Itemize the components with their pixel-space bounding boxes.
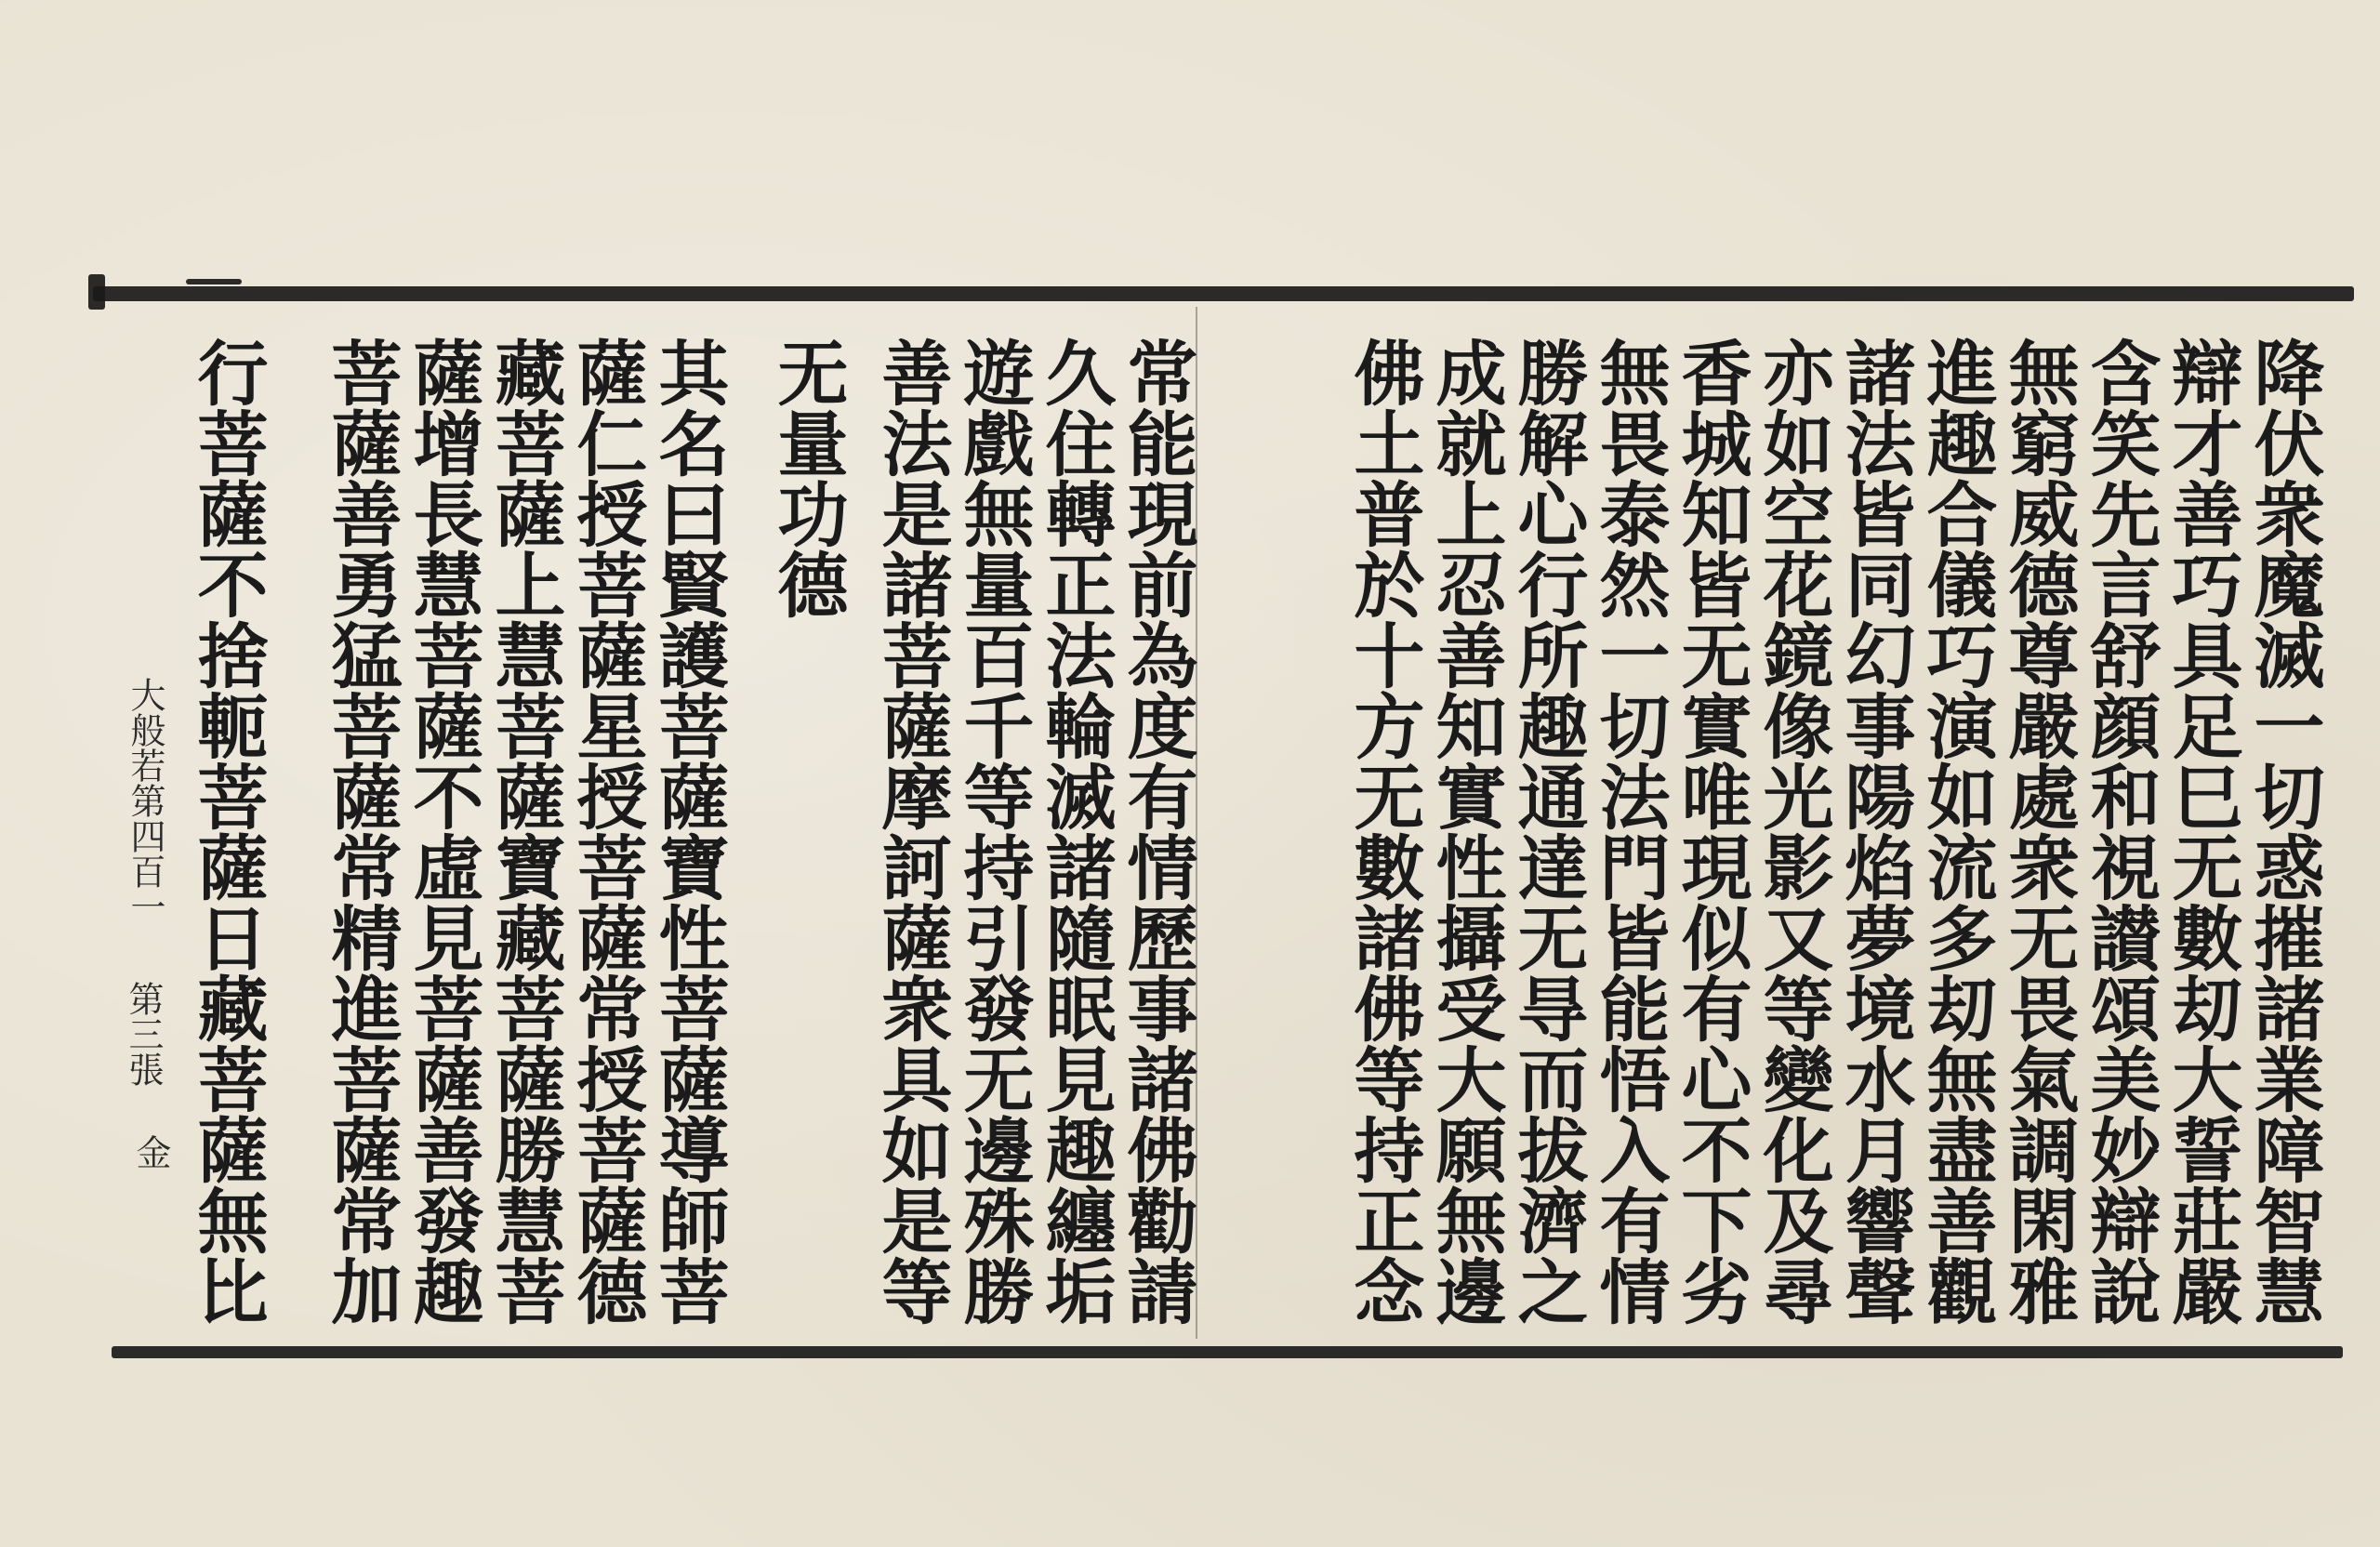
text-column-5: 進趣合儀巧演如流多刧無盡善觀	[1915, 337, 1998, 1326]
text-column-22: 菩薩善勇猛菩薩常精進菩薩常加	[320, 337, 403, 1326]
margin-sheet-number: 第三張	[123, 981, 164, 1087]
text-column-11: 成就上忍善知實性攝受大願無邊	[1424, 337, 1507, 1326]
text-column-18: 其名曰賢護菩薩寶性菩薩導師菩	[647, 337, 730, 1326]
text-column-7: 亦如空花鏡像光影又等變化及尋	[1752, 337, 1834, 1326]
text-column-4: 無窮威德尊嚴處衆无畏氣調閑雅	[1997, 337, 2080, 1326]
bottom-border-line	[112, 1346, 2343, 1358]
text-column-3: 含笑先言舒顔和視讃頌美妙辯說	[2079, 337, 2162, 1326]
text-column-12: 佛土普於十方无數諸佛等持正念	[1342, 337, 1425, 1326]
text-column-21: 薩增長慧菩薩不虛見菩薩善發趣	[402, 337, 484, 1326]
text-column-23: 行菩薩不捨軛菩薩日藏菩薩無比	[186, 337, 269, 1326]
margin-carver-name: 金	[130, 1134, 171, 1170]
text-column-6: 諸法皆同幻事陽焰夢境水月響聲	[1833, 337, 1916, 1326]
text-column-19: 薩仁授菩薩星授菩薩常授菩薩德	[565, 337, 648, 1326]
text-column-16: 善法是諸菩薩摩訶薩衆具如是等	[870, 337, 953, 1326]
text-column-15: 遊戲無量百千等持引發无邊殊勝	[952, 337, 1035, 1326]
text-column-20: 藏菩薩上慧菩薩寶藏菩薩勝慧菩	[483, 337, 566, 1326]
text-column-8: 香城知皆无實唯現似有心不下劣	[1670, 337, 1752, 1326]
left-border-stub	[88, 274, 105, 310]
margin-volume-title: 大般若第四百一	[125, 677, 165, 924]
top-border-tick	[186, 279, 242, 284]
text-column-1: 降伏衆魔滅一切惑摧諸業障智慧	[2242, 337, 2325, 1326]
text-column-13: 常能現前為度有情歷事諸佛勸請	[1116, 337, 1198, 1326]
text-column-9: 無畏泰然一切法門皆能悟入有情	[1588, 337, 1671, 1326]
text-column-10: 勝解心行所趣通達无㝵而拔濟之	[1506, 337, 1589, 1326]
top-border-line	[93, 286, 2354, 301]
text-column-17: 无量功德	[766, 337, 849, 619]
text-column-2: 辯才善巧具足巳无數刧大誓莊嚴	[2161, 337, 2243, 1326]
text-column-14: 久住轉正法輪滅諸隨眠見趣纏垢	[1034, 337, 1117, 1326]
